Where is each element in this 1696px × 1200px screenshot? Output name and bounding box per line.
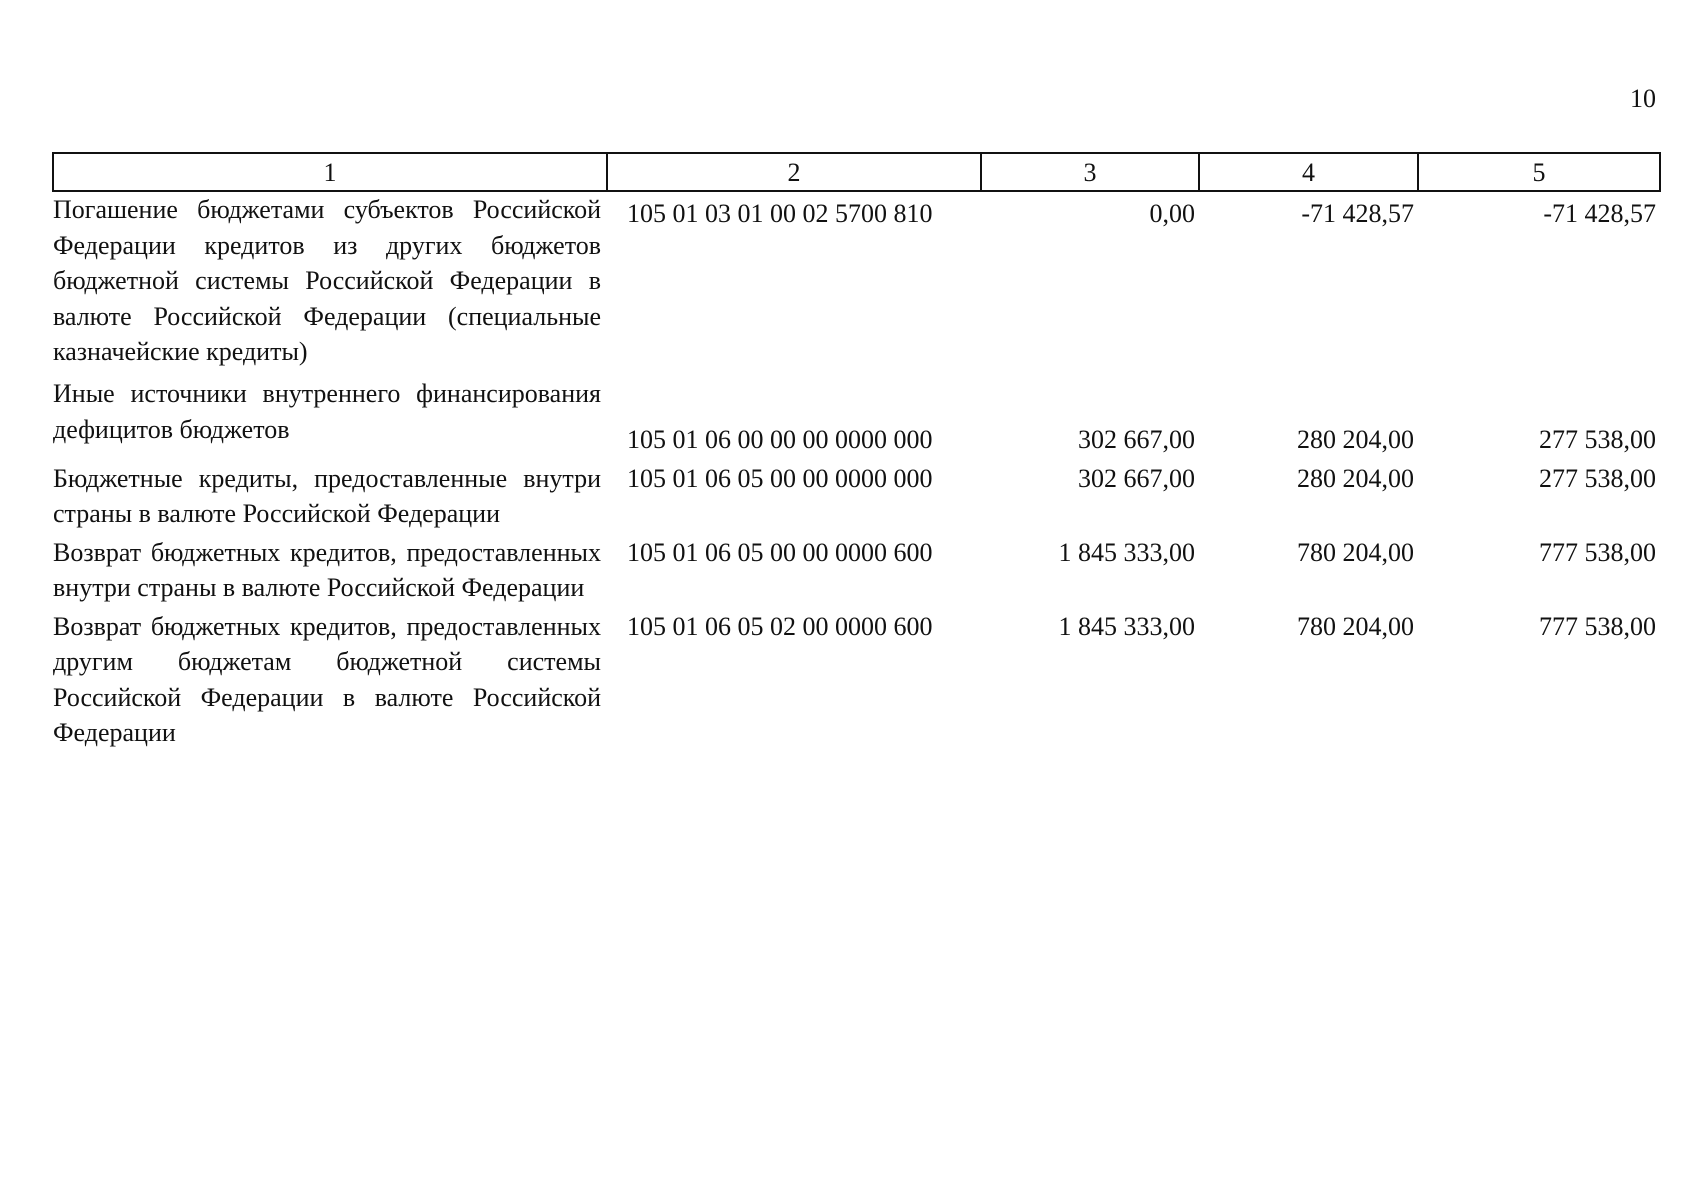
row-code: 105 01 06 05 00 00 0000 600 xyxy=(627,537,933,567)
row-value-4: 780 204,00 xyxy=(1297,537,1414,567)
row-value-5: 777 538,00 xyxy=(1539,611,1656,641)
row-value-4: 280 204,00 xyxy=(1297,463,1414,493)
row-value-5: 277 538,00 xyxy=(1539,425,1656,454)
table-row xyxy=(53,609,1660,751)
page-number: 10 xyxy=(1630,84,1656,113)
row-value-3: 1 845 333,00 xyxy=(1058,611,1195,641)
table-row xyxy=(53,376,1660,461)
row-value-4: 780 204,00 xyxy=(1297,611,1414,641)
column-header-5: 5 xyxy=(1418,153,1660,191)
row-value-5: 277 538,00 xyxy=(1539,463,1656,493)
row-name: Бюджетные кредиты, предоставленные внутри страны в валюте Российской Федерации xyxy=(53,463,601,528)
budget-sources-table xyxy=(52,152,1661,751)
column-header-3: 3 xyxy=(981,153,1199,191)
row-name: Иные источники внутреннего финансирования дефицитов бюджетов xyxy=(53,379,601,444)
row-value-4: 280 204,00 xyxy=(1297,425,1414,454)
table-row xyxy=(53,191,1660,376)
table-header xyxy=(53,153,1660,191)
row-value-3: 0,00 xyxy=(1149,199,1195,228)
row-value-5: 777 538,00 xyxy=(1539,537,1656,567)
column-header-1: 1 xyxy=(53,153,607,191)
row-name: Возврат бюджетных кредитов, предоставленных другим бюджетам бюджетной системы Российской Федерации в валюте Российской Федерации xyxy=(53,611,601,747)
row-value-4: -71 428,57 xyxy=(1301,199,1414,228)
row-value-3: 1 845 333,00 xyxy=(1058,537,1195,567)
table-row xyxy=(53,461,1660,535)
row-code: 105 01 03 01 00 02 5700 810 xyxy=(627,199,933,228)
table-body xyxy=(53,191,1660,751)
row-value-5: -71 428,57 xyxy=(1543,199,1656,228)
row-value-3: 302 667,00 xyxy=(1078,425,1195,454)
row-name: Погашение бюджетами субъектов Российской Федерации кредитов из других бюджетов бюджетной системы Российской Федерации в валюте Российской Федерации (специальные казначейские кредиты) xyxy=(53,195,601,366)
row-code: 105 01 06 05 02 00 0000 600 xyxy=(627,611,933,641)
row-name: Возврат бюджетных кредитов, предоставленных внутри страны в валюте Российской Федерации xyxy=(53,537,601,602)
row-code: 105 01 06 05 00 00 0000 000 xyxy=(627,463,933,493)
column-header-2: 2 xyxy=(607,153,981,191)
header-row xyxy=(53,153,1660,191)
table-row xyxy=(53,535,1660,609)
row-code: 105 01 06 00 00 00 0000 000 xyxy=(627,425,933,454)
row-value-3: 302 667,00 xyxy=(1078,463,1195,493)
column-header-4: 4 xyxy=(1199,153,1418,191)
